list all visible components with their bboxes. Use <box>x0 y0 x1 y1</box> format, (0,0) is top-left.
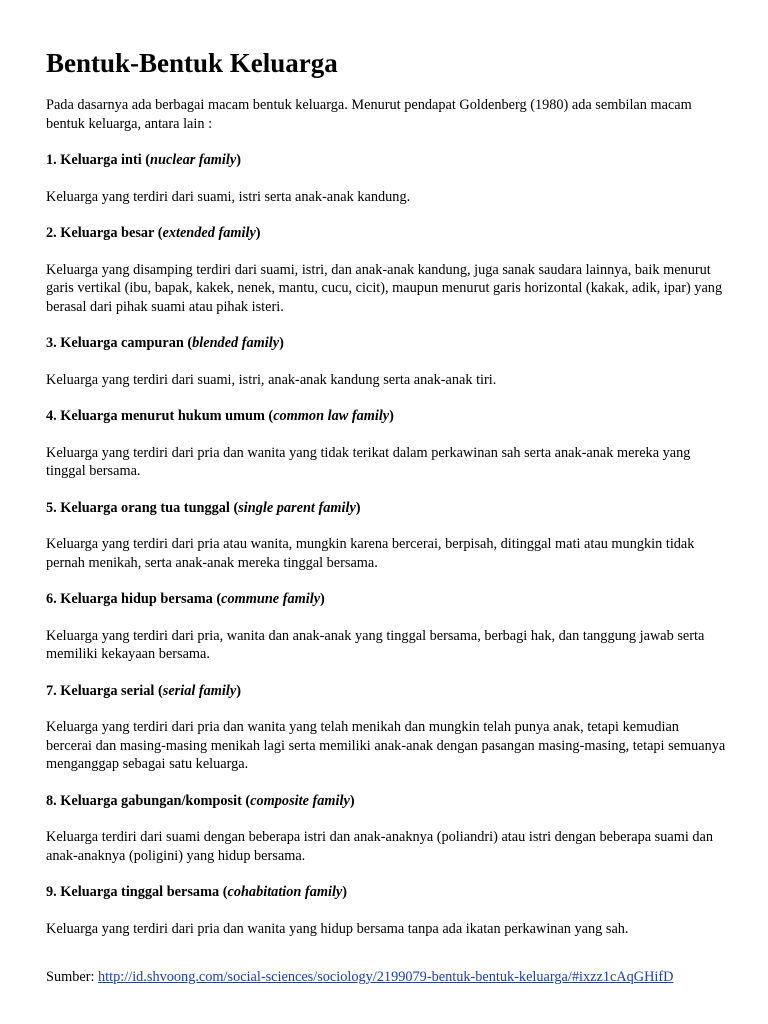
family-type-description-8: Keluarga terdiri dari suami dengan beberapa istri dan anak-anaknya (poliandri) atau istri dengan beberapa suami dan anak-anaknya (poligini) yang hidup bersama. <box>46 829 714 864</box>
family-type-heading-3: 3. Keluarga campuran (blended family) <box>46 335 284 351</box>
family-type-description-3: Keluarga yang terdiri dari suami, istri, anak-anak kandung serta anak-anak tiri. <box>46 371 497 388</box>
family-type-description-5: Keluarga yang terdiri dari pria atau wanita, mungkin karena bercerai, berpisah, ditinggal mati atau mungkin tidak pernah menikah, serta anak-anak mereka tinggal bersama. <box>46 536 695 571</box>
family-type-heading-6: 6. Keluarga hidup bersama (commune family) <box>46 591 325 607</box>
family-type-heading-9: 9. Keluarga tinggal bersama (cohabitation family) <box>46 884 348 900</box>
family-type-heading-8: 8. Keluarga gabungan/komposit (composite family) <box>46 792 355 809</box>
family-types-list <box>46 151 728 938</box>
source-label: Sumber: <box>46 969 99 985</box>
family-type-description-6: Keluarga yang terdiri dari pria, wanita dan anak-anak yang tinggal bersama, berbagi hak, dan tanggung jawab serta memiliki kekayaan bersama. <box>46 627 705 662</box>
family-type-description-2: Keluarga yang disamping terdiri dari suami, istri, dan anak-anak kandung, juga sanak saudara lainnya, baik menurut garis vertikal (ibu, bapak, kakek, nenek, mantu, cucu, cicit), maupun menurut garis horizontal (kakak, adik, ipar) yang berasal dari pihak suami atau pihak isteri. <box>46 261 723 315</box>
family-type-description-1: Keluarga yang terdiri dari suami, istri serta anak-anak kandung. <box>46 188 411 205</box>
family-type-heading-2: 2. Keluarga besar (extended family) <box>46 225 261 241</box>
family-type-heading-5: 5. Keluarga orang tua tunggal (single parent family) <box>46 499 361 516</box>
family-type-heading-4: 4. Keluarga menurut hukum umum (common law family) <box>46 408 394 424</box>
source-link[interactable]: http://id.shvoong.com/social-sciences/sociology/2199079-bentuk-bentuk-keluarga/#ixzz1cAqGHifD <box>98 969 674 985</box>
page-title: Bentuk-Bentuk Keluarga <box>46 48 338 78</box>
family-type-description-7: Keluarga yang terdiri dari pria dan wanita yang telah menikah dan mungkin telah punya anak, tetapi kemudian bercerai dan masing-masing menikah lagi serta memiliki anak-anak dengan pasangan masing-masing, tetapi semuanya menganggap sebagai satu keluarga. <box>46 719 726 772</box>
intro-paragraph: Pada dasarnya ada berbagai macam bentuk keluarga. Menurut pendapat Goldenberg (1980) ada sembilan macam bentuk keluarga, antara lain : <box>46 97 692 132</box>
family-type-description-9: Keluarga yang terdiri dari pria dan wanita yang hidup bersama tanpa ada ikatan perkawinan yang sah. <box>46 920 629 937</box>
source-citation <box>46 968 728 987</box>
family-type-heading-7: 7. Keluarga serial (serial family) <box>46 682 241 699</box>
family-type-description-4: Keluarga yang terdiri dari pria dan wanita yang tidak terikat dalam perkawinan sah serta anak-anak mereka yang tinggal bersama. <box>46 444 691 479</box>
family-type-heading-1: 1. Keluarga inti (nuclear family) <box>46 152 241 168</box>
